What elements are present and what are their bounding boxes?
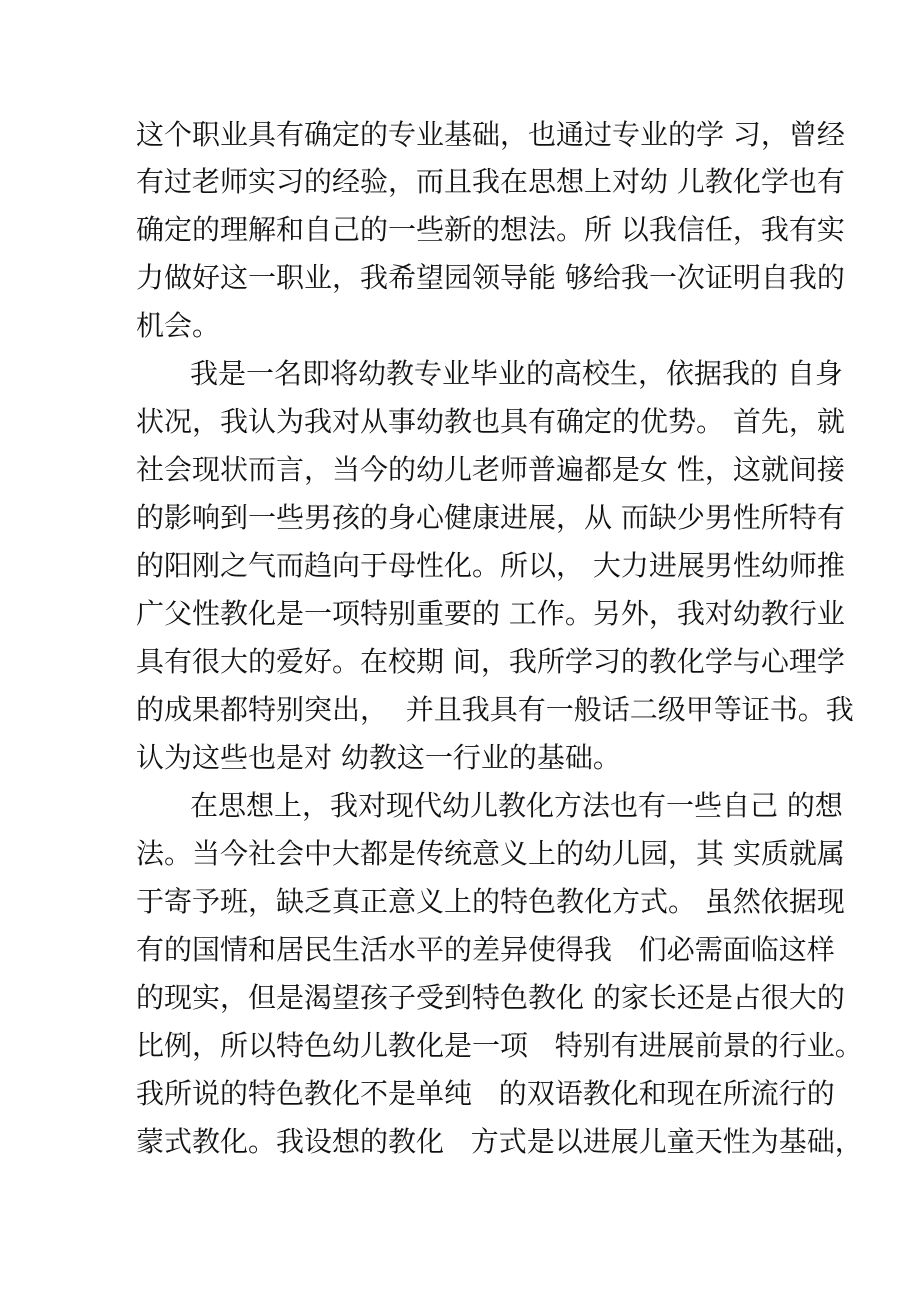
text-line: 力做好这一职业，我希望园领导能 够给我一次证明自我的 [136, 261, 845, 294]
text-line: 确定的理解和自己的一些新的想法。所 以我信任，我有实 [136, 213, 845, 246]
text-line: 的现实，但是渴望孩子受到特色教化 的家长还是占很大的 [136, 981, 845, 1014]
text-line: 有过老师实习的经验，而且我在思想上对幼 儿教化学也有 [136, 165, 845, 198]
text-line: 这个职业具有确定的专业基础，也通过专业的学 习，曾经 [136, 118, 845, 151]
text-line: 于寄予班，缺乏真正意义上的特色教化方式。 虽然依据现 [136, 885, 845, 918]
paragraph-start-line: 我是一名即将幼教专业毕业的高校生，依据我的 自身 [190, 357, 843, 390]
paragraph-start-line: 在思想上，我对现代幼儿教化方法也有一些自己 的想 [190, 789, 843, 822]
text-line: 社会现状而言，当今的幼儿老师普遍都是女 性，这就间接 [136, 453, 845, 486]
text-line: 有的国情和居民生活水平的差异使得我 们必需面临这样 [136, 933, 835, 966]
text-line: 的影响到一些男孩的身心健康进展，从 而缺少男性所特有 [136, 501, 845, 534]
text-line: 比例，所以特色幼儿教化是一项 特别有进展前景的行业。 [136, 1029, 863, 1062]
text-line: 我所说的特色教化不是单纯 的双语教化和现在所流行的 [136, 1077, 835, 1110]
text-line: 的阳刚之气而趋向于母性化。所以， 大力进展男性幼师推 [136, 549, 845, 582]
text-line: 认为这些也是对 幼教这一行业的基础。 [136, 741, 621, 774]
text-line: 机会。 [136, 309, 221, 342]
text-line: 的成果都特别突出， 并且我具有一般话二级甲等证书。我 [136, 693, 854, 726]
text-line: 蒙式教化。我设想的教化 方式是以进展儿童天性为基础， [136, 1125, 863, 1158]
text-line: 状况，我认为我对从事幼教也具有确定的优势。 首先，就 [136, 405, 845, 438]
text-line: 广父性教化是一项特别重要的 工作。另外，我对幼教行业 [136, 597, 845, 630]
text-line: 法。当今社会中大都是传统意义上的幼儿园，其 实质就属 [136, 837, 845, 870]
text-line: 具有很大的爱好。在校期 间，我所学习的教化学与心理学 [136, 645, 845, 678]
